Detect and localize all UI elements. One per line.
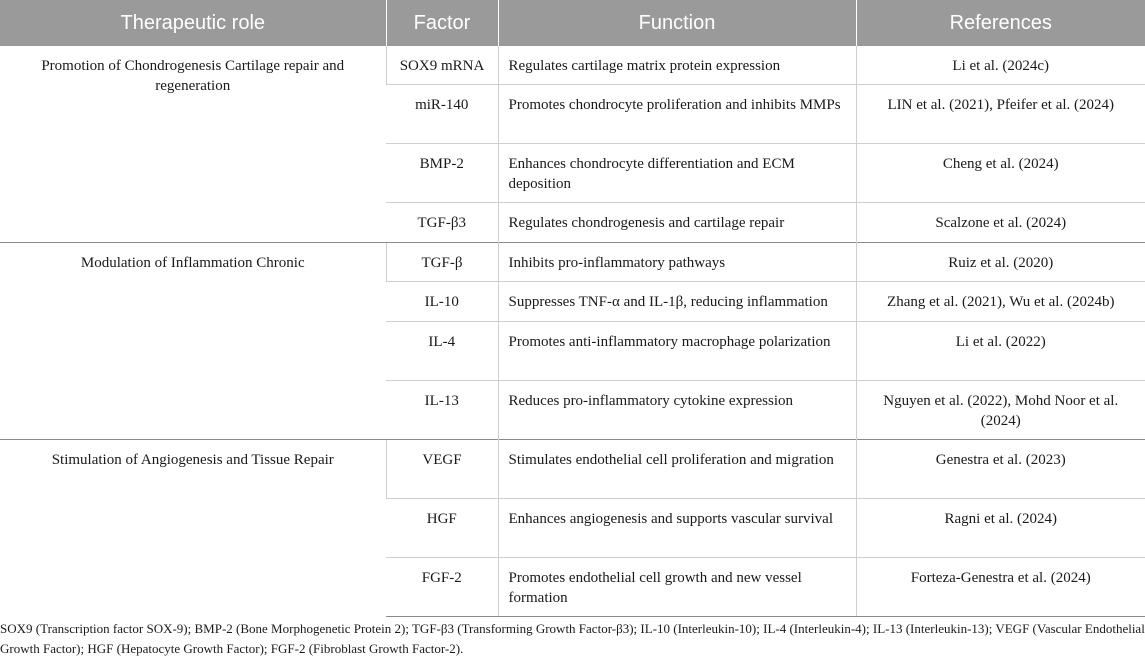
reference-cell: Ruiz et al. (2020)	[856, 243, 1145, 282]
header-factor: Factor	[386, 0, 498, 46]
function-cell: Promotes chondrocyte proliferation and inhibits MMPs	[498, 85, 856, 144]
function-cell: Regulates chondrogenesis and cartilage repair	[498, 203, 856, 243]
table-row	[0, 440, 1145, 499]
reference-cell: Li et al. (2022)	[856, 322, 1145, 381]
reference-cell: Nguyen et al. (2022), Mohd Noor et al. (2024)	[856, 381, 1145, 440]
function-cell: Suppresses TNF-α and IL-1β, reducing inflammation	[498, 282, 856, 322]
reference-cell: Li et al. (2024c)	[856, 46, 1145, 85]
reference-cell: Genestra et al. (2023)	[856, 440, 1145, 499]
table-header-row	[0, 0, 1145, 46]
factor-cell: SOX9 mRNA	[386, 46, 498, 85]
factor-cell: miR-140	[386, 85, 498, 144]
factor-cell: TGF-β	[386, 243, 498, 282]
table-footnote: SOX9 (Transcription factor SOX-9); BMP-2 (Bone Morphogenetic Protein 2); TGF-β3 (Transforming Growth Factor-β3); IL-10 (Interleukin-10); IL-4 (Interleukin-4); IL-13 (Interleukin-13); VEGF (Vascular Endothelial Growth Factor); HGF (Hepatocyte Growth Factor); FGF-2 (Fibroblast Growth Factor-2).	[0, 621, 1145, 656]
header-therapeutic-role: Therapeutic role	[0, 0, 386, 46]
factor-cell: HGF	[386, 499, 498, 558]
factor-cell: IL-10	[386, 282, 498, 322]
function-cell: Enhances chondrocyte differentiation and ECM deposition	[498, 144, 856, 203]
function-cell: Stimulates endothelial cell proliferation and migration	[498, 440, 856, 499]
function-cell: Inhibits pro-inflammatory pathways	[498, 243, 856, 282]
role-cell: Stimulation of Angiogenesis and Tissue Repair	[0, 440, 386, 617]
function-cell: Reduces pro-inflammatory cytokine expression	[498, 381, 856, 440]
table-row	[0, 243, 1145, 282]
role-cell: Modulation of Inflammation Chronic	[0, 243, 386, 440]
reference-cell: Scalzone et al. (2024)	[856, 203, 1145, 243]
table-row	[0, 46, 1145, 85]
header-function: Function	[498, 0, 856, 46]
function-cell: Enhances angiogenesis and supports vascular survival	[498, 499, 856, 558]
factor-cell: IL-4	[386, 322, 498, 381]
reference-cell: LIN et al. (2021), Pfeifer et al. (2024)	[856, 85, 1145, 144]
function-cell: Promotes endothelial cell growth and new vessel formation	[498, 558, 856, 617]
reference-cell: Zhang et al. (2021), Wu et al. (2024b)	[856, 282, 1145, 322]
reference-cell: Cheng et al. (2024)	[856, 144, 1145, 203]
factor-cell: TGF-β3	[386, 203, 498, 243]
function-cell: Promotes anti-inflammatory macrophage polarization	[498, 322, 856, 381]
reference-cell: Forteza-Genestra et al. (2024)	[856, 558, 1145, 617]
factor-cell: IL-13	[386, 381, 498, 440]
role-cell: Promotion of Chondrogenesis Cartilage repair and regeneration	[41, 58, 345, 94]
function-cell: Regulates cartilage matrix protein expression	[498, 46, 856, 85]
reference-cell: Ragni et al. (2024)	[856, 499, 1145, 558]
factor-cell: FGF-2	[386, 558, 498, 617]
header-references: References	[856, 0, 1145, 46]
factor-cell: BMP-2	[386, 144, 498, 203]
factor-cell: VEGF	[386, 440, 498, 499]
